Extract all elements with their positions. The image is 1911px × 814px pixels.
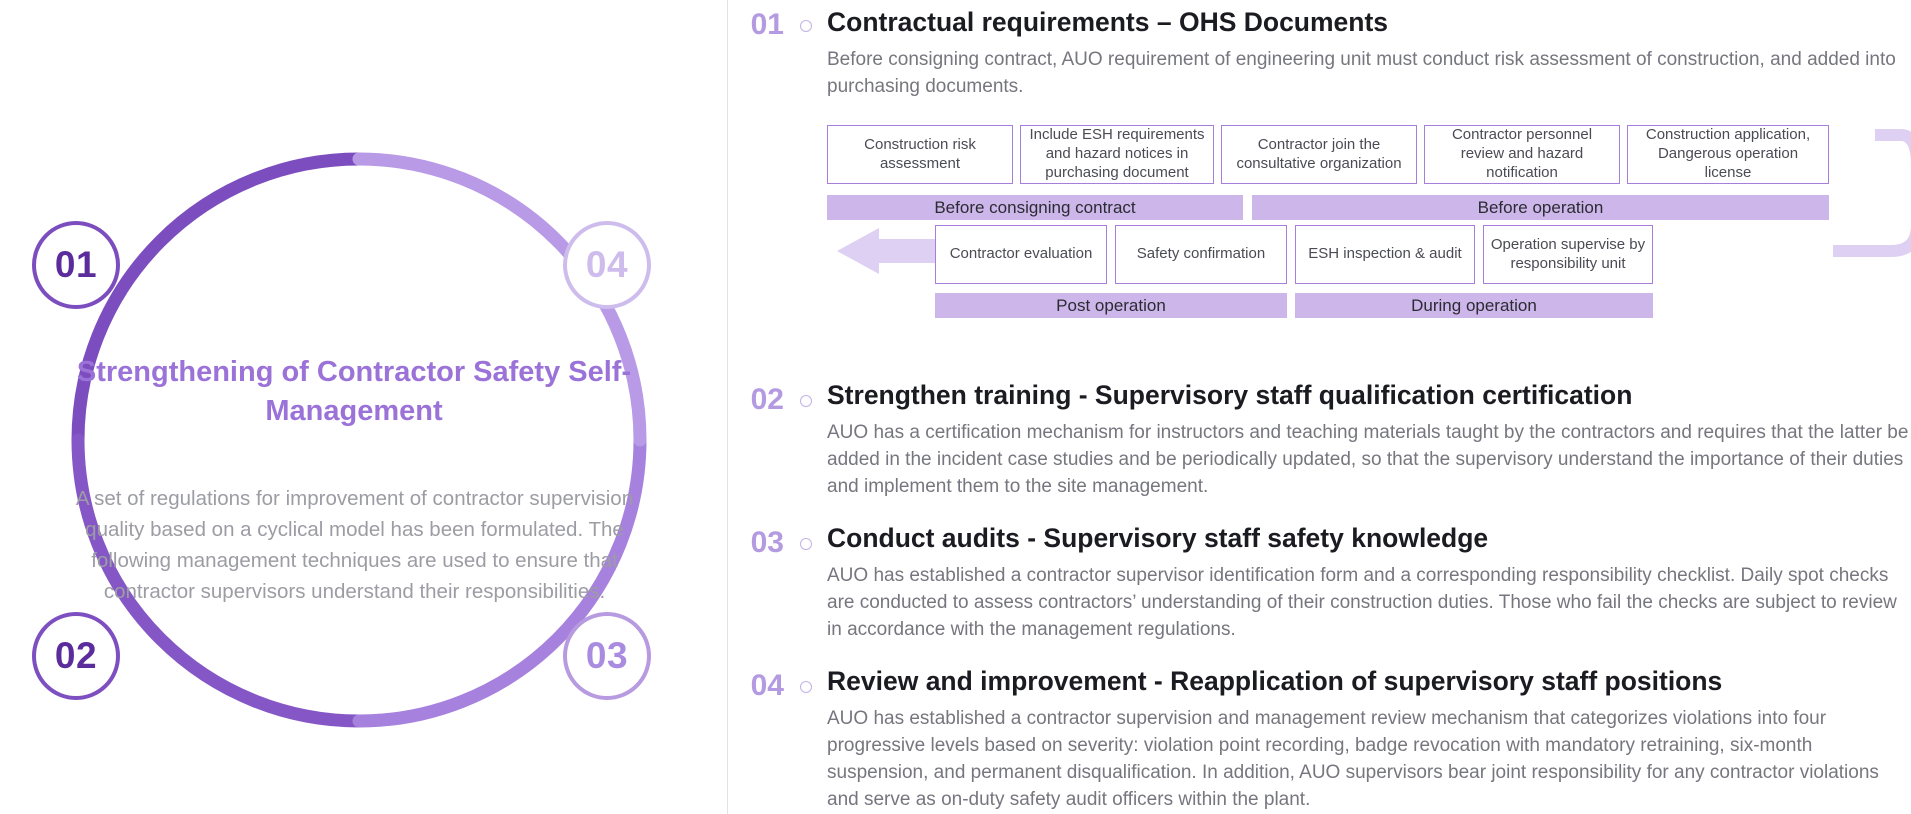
section-03-bullet-icon <box>800 538 812 550</box>
cycle-description: A set of regulations for improvement of contractor supervision quality based on a cyclical model has been formulated. The following management techniques are used to ensure that contractor supervisors understand their responsibilities. <box>75 487 634 604</box>
process-flow-diagram <box>827 125 1911 315</box>
flow-box-7: Safety confirmation <box>1115 225 1287 284</box>
section-04-body: AUO has established a contractor supervision and management review mechanism that categorizes violations into four progressive levels based on severity: violation point recording, badge revocation with mandatory retraining, six-month suspension, and permanent disqualification. In addition, AUO supervisors bear joint responsibility for any contractor violations and serve as on-duty safety audit officers within the plant. <box>827 708 1879 811</box>
section-02-title: Strengthen training - Supervisory staff qualification certification <box>827 380 1633 410</box>
section-01-bullet-icon <box>800 20 812 32</box>
sections-panel <box>728 0 1911 814</box>
section-01-body: Before consigning contract, AUO requirement of engineering unit must conduct risk assessment of construction, and added into purchasing documents. <box>827 49 1896 98</box>
section-03-body: AUO has established a contractor supervisor identification form and a corresponding responsibility checklist. Daily spot checks are conducted to assess contractors’ understanding of their construction duties. Those who fail the checks are subject to review in accordance with the management regulations. <box>827 565 1897 641</box>
section-02-body: AUO has a certification mechanism for instructors and teaching materials taught by the contractors and requires that the latter be added in the incident case studies and be periodically updated, so that the supervisory understand the importance of their duties and implement them to the site management. <box>827 422 1909 498</box>
flow-band-before-operation: Before operation <box>1252 195 1829 220</box>
cycle-node-04[interactable] <box>563 221 651 309</box>
flow-box-8: ESH inspection & audit <box>1295 225 1475 284</box>
flow-box-2: Include ESH requirements and hazard notices in purchasing document <box>1020 125 1214 184</box>
flow-box-3: Contractor join the consultative organization <box>1221 125 1417 184</box>
flow-band-post-operation: Post operation <box>935 293 1287 318</box>
flow-box-5: Construction application, Dangerous operation license <box>1627 125 1829 184</box>
cycle-node-03[interactable] <box>563 612 651 700</box>
flow-band-during-operation: During operation <box>1295 293 1653 318</box>
section-03-title: Conduct audits - Supervisory staff safety knowledge <box>827 523 1489 553</box>
section-02-number: 02 <box>750 383 784 416</box>
section-04-title: Review and improvement - Reapplication of supervisory staff positions <box>827 666 1723 696</box>
flow-box-9: Operation supervise by responsibility unit <box>1483 225 1653 284</box>
section-03-number: 03 <box>750 526 784 559</box>
flow-box-1: Construction risk assessment <box>827 125 1013 184</box>
cycle-node-04-label: 04 <box>585 244 629 285</box>
cycle-node-02-label: 02 <box>54 635 98 676</box>
cycle-node-03-label: 03 <box>585 635 629 676</box>
cycle-title: Strengthening of Contractor Safety Self-Management <box>76 356 632 428</box>
cycle-diagram <box>14 95 704 785</box>
section-04-bullet-icon <box>800 681 812 693</box>
flow-box-6: Contractor evaluation <box>935 225 1107 284</box>
cycle-node-01[interactable] <box>32 221 120 309</box>
cycle-node-02[interactable] <box>32 612 120 700</box>
flow-box-4: Contractor personnel review and hazard notification <box>1424 125 1620 184</box>
cycle-node-01-label: 01 <box>54 244 98 285</box>
section-01-number: 01 <box>750 8 784 41</box>
cycle-panel <box>0 0 726 814</box>
flow-band-before-consigning: Before consigning contract <box>827 195 1243 220</box>
section-04-number: 04 <box>750 669 784 702</box>
section-01-title: Contractual requirements – OHS Documents <box>827 7 1389 37</box>
section-02-bullet-icon <box>800 395 812 407</box>
